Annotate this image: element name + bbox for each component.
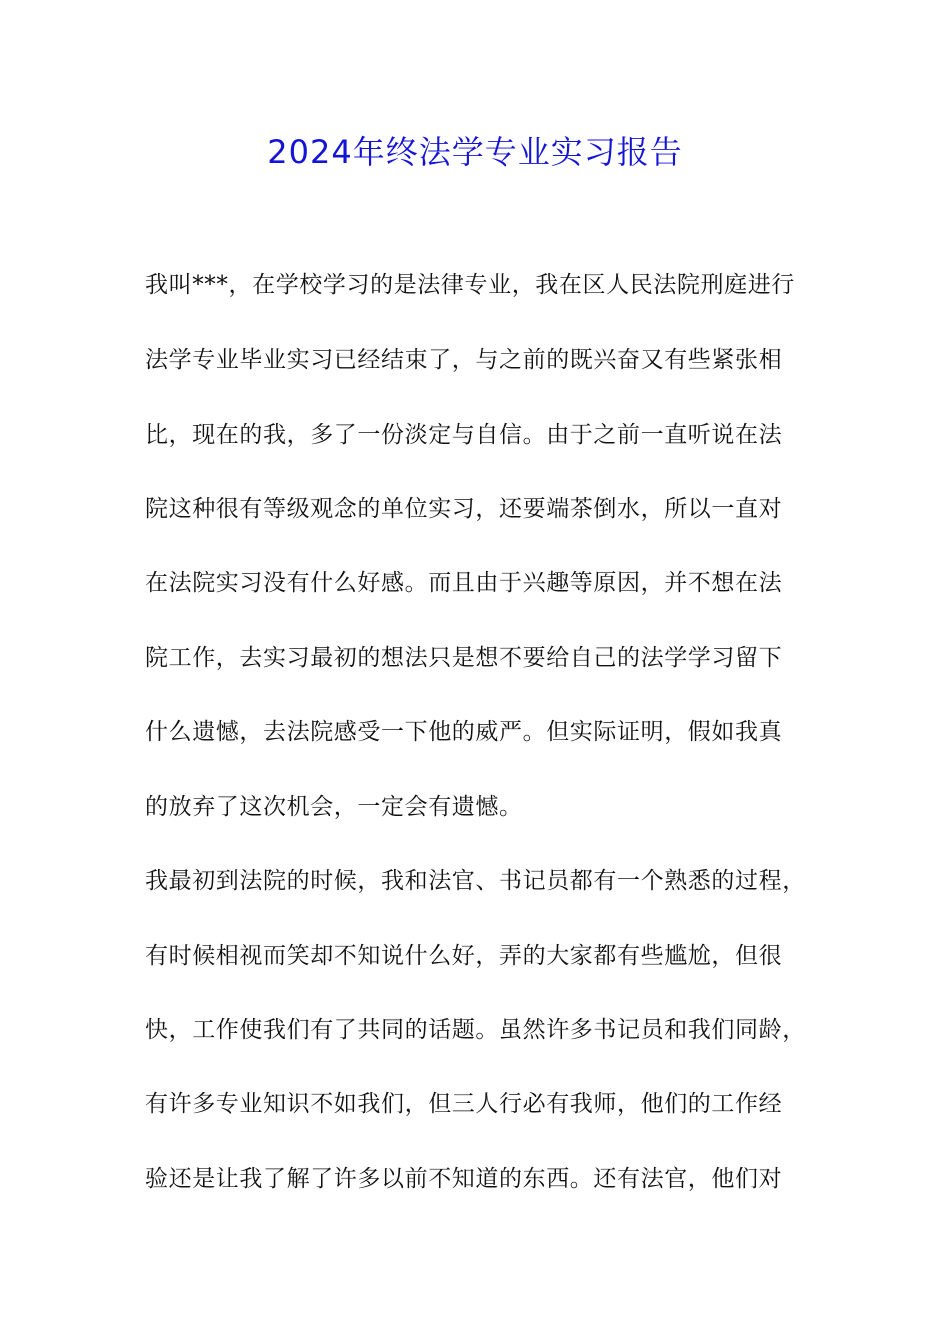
paragraph-line: 的放弃了这次机会，一定会有遗憾。 (145, 794, 523, 820)
paragraph-line: 比，现在的我，多了一份淡定与自信。由于之前一直听说在法 (145, 422, 783, 448)
paragraph-line: 我叫***，在学校学习的是法律专业，我在区人民法院刑庭进行 (145, 272, 795, 298)
paragraph-line: 在法院实习没有什么好感。而且由于兴趣等原因，并不想在法 (145, 570, 783, 596)
paragraph-line: 什么遗憾，去法院感受一下他的威严。但实际证明，假如我真 (145, 719, 783, 745)
document-title: 2024年终法学专业实习报告 (267, 133, 683, 171)
paragraph-line: 院工作，去实习最初的想法只是想不要给自己的法学学习留下 (145, 645, 783, 671)
paragraph-line: 有许多专业知识不如我们，但三人行必有我师，他们的工作经 (145, 1091, 783, 1117)
paragraph-line: 我最初到法院的时候，我和法官、书记员都有一个熟悉的过程， (145, 868, 806, 894)
paragraph-line: 院这种很有等级观念的单位实习，还要端茶倒水，所以一直对 (145, 496, 783, 522)
paragraph-line: 快，工作使我们有了共同的话题。虽然许多书记员和我们同龄， (145, 1017, 806, 1043)
paragraph-line: 验还是让我了解了许多以前不知道的东西。还有法官，他们对 (145, 1166, 783, 1192)
paragraph-line: 有时候相视而笑却不知说什么好，弄的大家都有些尴尬，但很 (145, 943, 783, 969)
paragraph-line: 法学专业毕业实习已经结束了，与之前的既兴奋又有些紧张相 (145, 347, 783, 373)
